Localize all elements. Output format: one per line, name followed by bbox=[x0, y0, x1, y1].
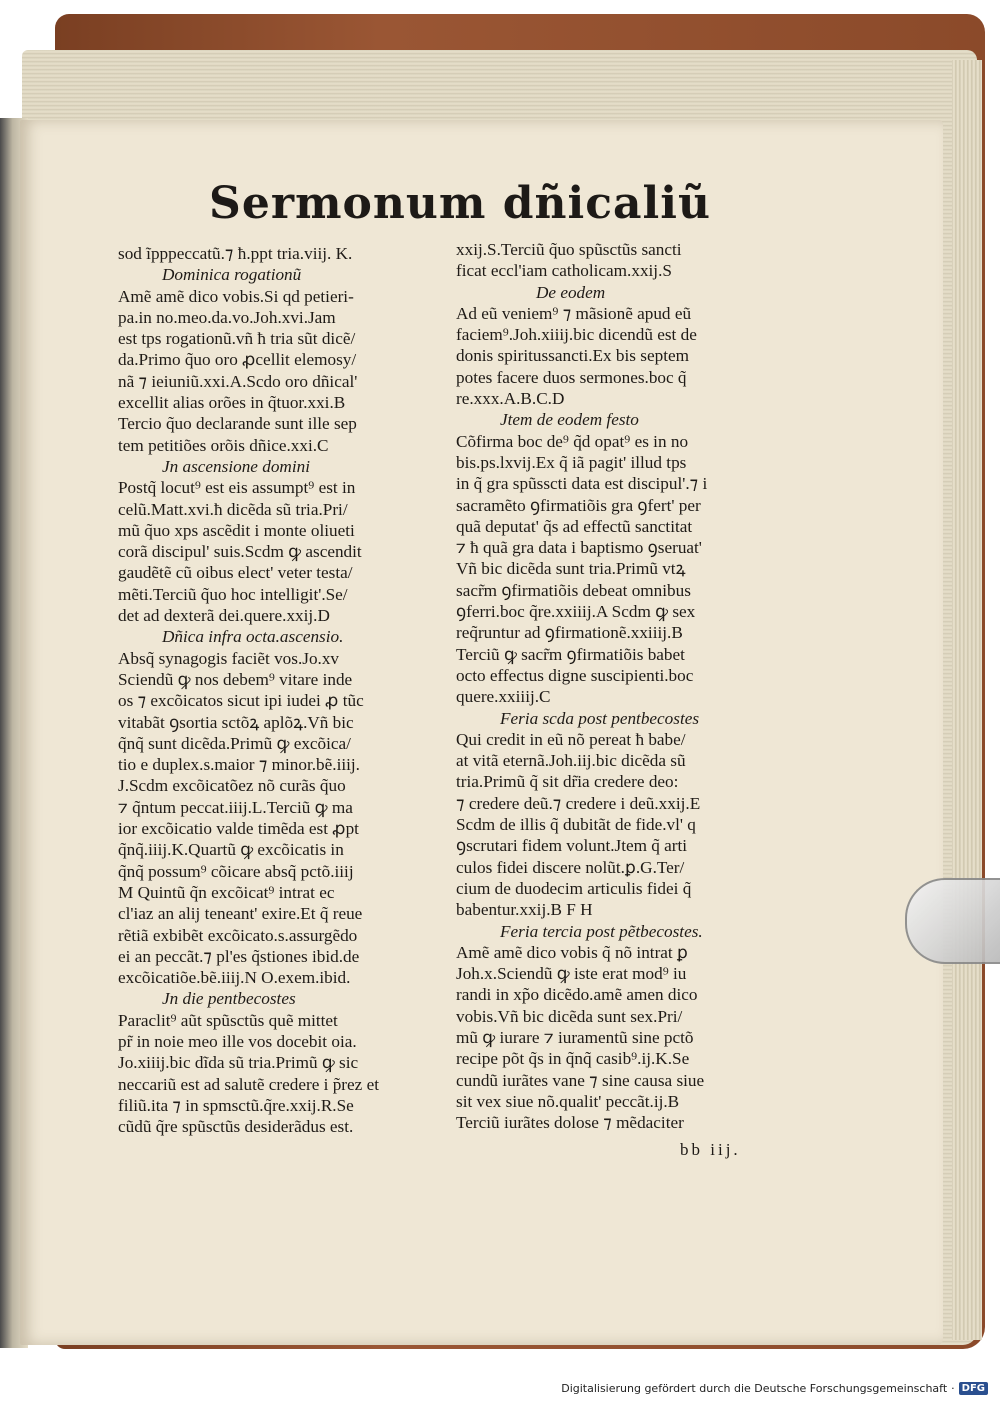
text-line: det ad dexterã dei.quere.xxij.D bbox=[118, 606, 330, 626]
section-heading: Feria scda post pentbecostes bbox=[500, 708, 700, 728]
page-title: Sermonum dñicaliũ bbox=[209, 178, 711, 229]
text-line: vobis.Vñ bic dicẽda sunt sex.Pri/ bbox=[456, 1006, 683, 1026]
text-line: ior excõicatio valde timẽda est ꝓpt bbox=[118, 819, 359, 839]
text-line: cũdũ q̃re spũsctũs desiderãdus est. bbox=[118, 1117, 354, 1137]
text-line: excõicatiõe.bẽ.iiij.N O.exem.ibid. bbox=[118, 968, 351, 988]
text-line: quã deputat' q̃s ad effectũ sanctitat bbox=[456, 516, 693, 536]
text-line: sacr̃m ꝯfirmatiõis debeat omnibus bbox=[456, 580, 691, 600]
footer-credit-text: Digitalisierung gefördert durch die Deutsche Forschungsgemeinschaft bbox=[561, 1382, 948, 1395]
text-line: da.Primo q̃uo oro ꝓcellit elemosy/ bbox=[118, 350, 357, 370]
text-line: quere.xxiiij.C bbox=[456, 687, 551, 707]
text-line: mẽti.Terciũ q̃uo hoc intelligit'.Se/ bbox=[118, 584, 348, 604]
text-line: cium de duodecim articulis fidei q̃ bbox=[456, 878, 692, 898]
text-line: Scdm de illis q̃ dubitãt de fide.vl' q bbox=[456, 815, 696, 835]
text-line: q̃nq̃ possum⁹ cõicare absq̃ pctõ.iiij bbox=[118, 861, 354, 881]
page-clip bbox=[905, 878, 1000, 964]
text-line: mũ q̃uo xps ascẽdit i monte oliueti bbox=[118, 520, 355, 540]
text-line: excellit alias orões in q̃tuor.xxi.B bbox=[118, 393, 346, 413]
text-line: ei an peccãt.⁊ pl'es q̃stiones ibid.de bbox=[118, 946, 360, 966]
right-text-column bbox=[456, 239, 792, 1133]
text-line: donis spiritussancti.Ex bis septem bbox=[456, 346, 689, 366]
text-line: babentur.xxij.B F H bbox=[456, 900, 593, 920]
text-line: Paraclit⁹ aũt spũsctũs quẽ mittet bbox=[118, 1010, 338, 1030]
signature-mark: bb iij. bbox=[680, 1140, 741, 1159]
text-line: Tercio q̃uo declarande sunt ille sep bbox=[118, 414, 357, 434]
text-line: mũ ꝙ iurare ⁊ iuramentũ sine pctõ bbox=[456, 1027, 694, 1047]
text-line: vitabãt ꝯsortia sctõꝝ aplõꝝ.Vñ bic bbox=[118, 712, 354, 732]
text-line: Ad eũ veniem⁹ ⁊ mãsionẽ apud eũ bbox=[456, 303, 692, 323]
footer-separator: · bbox=[951, 1382, 955, 1395]
text-line: ⁊ ħ quã gra data i baptismo ꝯseruat' bbox=[456, 538, 702, 558]
text-line: bis.ps.lxvij.Ex q̃ iã pagit' illud tps bbox=[456, 452, 687, 472]
text-line: culos fidei discere nolũt.ꝑ.G.Ter/ bbox=[456, 857, 685, 877]
text-line: tria.Primũ q̃ sit dr̃ia credere deo: bbox=[456, 772, 679, 792]
text-line: Absq̃ synagogis faciẽt vos.Jo.xv bbox=[118, 648, 340, 668]
text-line: Jo.xiiij.bic dĩda sũ tria.Primũ ꝙ sic bbox=[118, 1053, 359, 1073]
text-line: Terciũ ꝙ sacr̃m ꝯfirmatiõis babet bbox=[456, 644, 685, 664]
text-line: Sciendũ ꝙ nos debem⁹ vitare inde bbox=[118, 669, 353, 689]
text-line: Postq̃ locut⁹ est eis assumpt⁹ est in bbox=[118, 478, 356, 498]
text-line: q̃nq̃.iiij.K.Quartũ ꝙ excõicatis in bbox=[118, 840, 344, 860]
text-line: ꝯscrutari fidem volunt.Jtem q̃ arti bbox=[456, 836, 688, 856]
section-heading: Jtem de eodem festo bbox=[500, 410, 639, 430]
text-line: randi in xp̃o dicẽdo.amẽ amen dico bbox=[456, 985, 698, 1005]
text-line: Cõfirma boc de⁹ q̃d opat⁹ es in no bbox=[456, 431, 689, 451]
section-heading: Dñica infra octa.ascensio. bbox=[162, 627, 344, 647]
text-line: sod ĩpppeccatũ.⁊ ħ.ppt tria.viij. K. bbox=[118, 244, 353, 263]
text-line: corã discipul' suis.Scdm ꝙ ascendit bbox=[118, 542, 362, 562]
text-line: in q̃ gra spũsscti data est discipul'.⁊ i bbox=[456, 474, 708, 494]
text-line: Joh.x.Sciendũ ꝙ iste erat mod⁹ iu bbox=[456, 964, 687, 984]
text-line: cundũ iurãtes vane ⁊ sine causa siue bbox=[456, 1070, 705, 1090]
text-line: rẽtiã exbibẽt excõicato.s.assurgẽdo bbox=[118, 925, 358, 945]
page-edges bbox=[952, 60, 982, 1340]
text-line: sit vex siue nõ.qualit' peccãt.ij.B bbox=[456, 1091, 680, 1111]
text-line: Qui credit in eũ nõ pereat ħ babe/ bbox=[456, 729, 686, 749]
text-line: ⁊ credere deũ.⁊ credere i deũ.xxij.E bbox=[456, 793, 701, 813]
text-line: pa.in no.meo.da.vo.Joh.xvi.Jam bbox=[118, 307, 336, 327]
text-line: tio e duplex.s.maior ⁊ minor.bẽ.iiij. bbox=[118, 755, 360, 775]
left-text-column bbox=[118, 243, 454, 1137]
text-line: ⁊ q̃ntum peccat.iiij.L.Terciũ ꝙ ma bbox=[118, 797, 353, 817]
text-line: M Quintũ q̃n excõicat⁹ intrat ec bbox=[118, 882, 335, 902]
text-line: at vitã eternã.Joh.iij.bic dicẽda sũ bbox=[456, 751, 686, 771]
text-line: tem petitiões orõis dñice.xxi.C bbox=[118, 435, 329, 455]
text-line: potes facere duos sermones.boc q̃ bbox=[456, 367, 687, 387]
text-line: nã ⁊ ieiuniũ.xxi.A.Scdo oro dñical' bbox=[118, 371, 358, 391]
text-line: re.xxx.A.B.C.D bbox=[456, 389, 565, 409]
text-line: Vñ bic dicẽda sunt tria.Primũ vtꝝ bbox=[456, 559, 686, 579]
text-line: J.Scdm excõicatõez nõ curãs q̃uo bbox=[118, 776, 346, 796]
section-heading: Feria tercia post pẽtbecostes. bbox=[500, 921, 703, 941]
section-heading: Dominica rogationũ bbox=[162, 265, 302, 285]
text-line: recipe põt q̃s in q̃nq̃ casib⁹.ij.K.Se bbox=[456, 1049, 690, 1069]
text-line: Amẽ amẽ dico vobis.Si qd petieri- bbox=[118, 286, 354, 306]
text-line: ficat eccl'iam catholicam.xxij.S bbox=[456, 261, 672, 281]
dfg-logo: DFG bbox=[959, 1382, 988, 1395]
text-line: req̃runtur ad ꝯfirmationẽ.xxiiij.B bbox=[456, 623, 683, 643]
section-heading: De eodem bbox=[536, 282, 606, 302]
section-heading: Jn die pentbecostes bbox=[162, 989, 296, 1009]
text-line: cl'iaz an alij teneant' exire.Et q̃ reue bbox=[118, 904, 363, 924]
footer-credit bbox=[561, 1382, 988, 1395]
text-line: ꝯferri.boc q̃re.xxiiij.A Scdm ꝙ sex bbox=[456, 602, 696, 622]
text-line: neccariũ est ad salutẽ credere i p̃rez et bbox=[118, 1074, 379, 1094]
text-line: celũ.Matt.xvi.ħ dicẽda sũ tria.Pri/ bbox=[118, 499, 348, 519]
text-line: est tps rogationũ.vñ ħ tria sũt dicẽ/ bbox=[118, 329, 356, 349]
text-line: gaudẽtẽ cũ oibus elect' veter testa/ bbox=[118, 563, 353, 583]
text-line: Amẽ amẽ dico vobis q̃ nõ intrat ꝑ bbox=[456, 942, 688, 962]
text-line: pr̃ in noie meo ille vos docebit oia. bbox=[118, 1031, 357, 1051]
text-line: xxij.S.Terciũ q̃uo spũsctũs sancti bbox=[456, 240, 682, 259]
text-line: q̃nq̃ sunt dicẽda.Primũ ꝙ excõica/ bbox=[118, 733, 351, 753]
section-heading: Jn ascensione domini bbox=[162, 456, 310, 476]
text-line: filiũ.ita ⁊ in spmsctũ.q̃re.xxij.R.Se bbox=[118, 1095, 354, 1115]
text-line: os ⁊ excõicatos sicut ipi iudei ꝓ tũc bbox=[118, 691, 364, 711]
text-line: octo effectus digne suscipienti.boc bbox=[456, 665, 694, 685]
text-line: sacramẽto ꝯfirmatiõis gra ꝯfert' per bbox=[456, 495, 701, 515]
text-line: faciem⁹.Joh.xiiij.bic dicendũ est de bbox=[456, 325, 697, 345]
text-line: Terciũ iurãtes dolose ⁊ mẽdaciter bbox=[456, 1113, 684, 1133]
